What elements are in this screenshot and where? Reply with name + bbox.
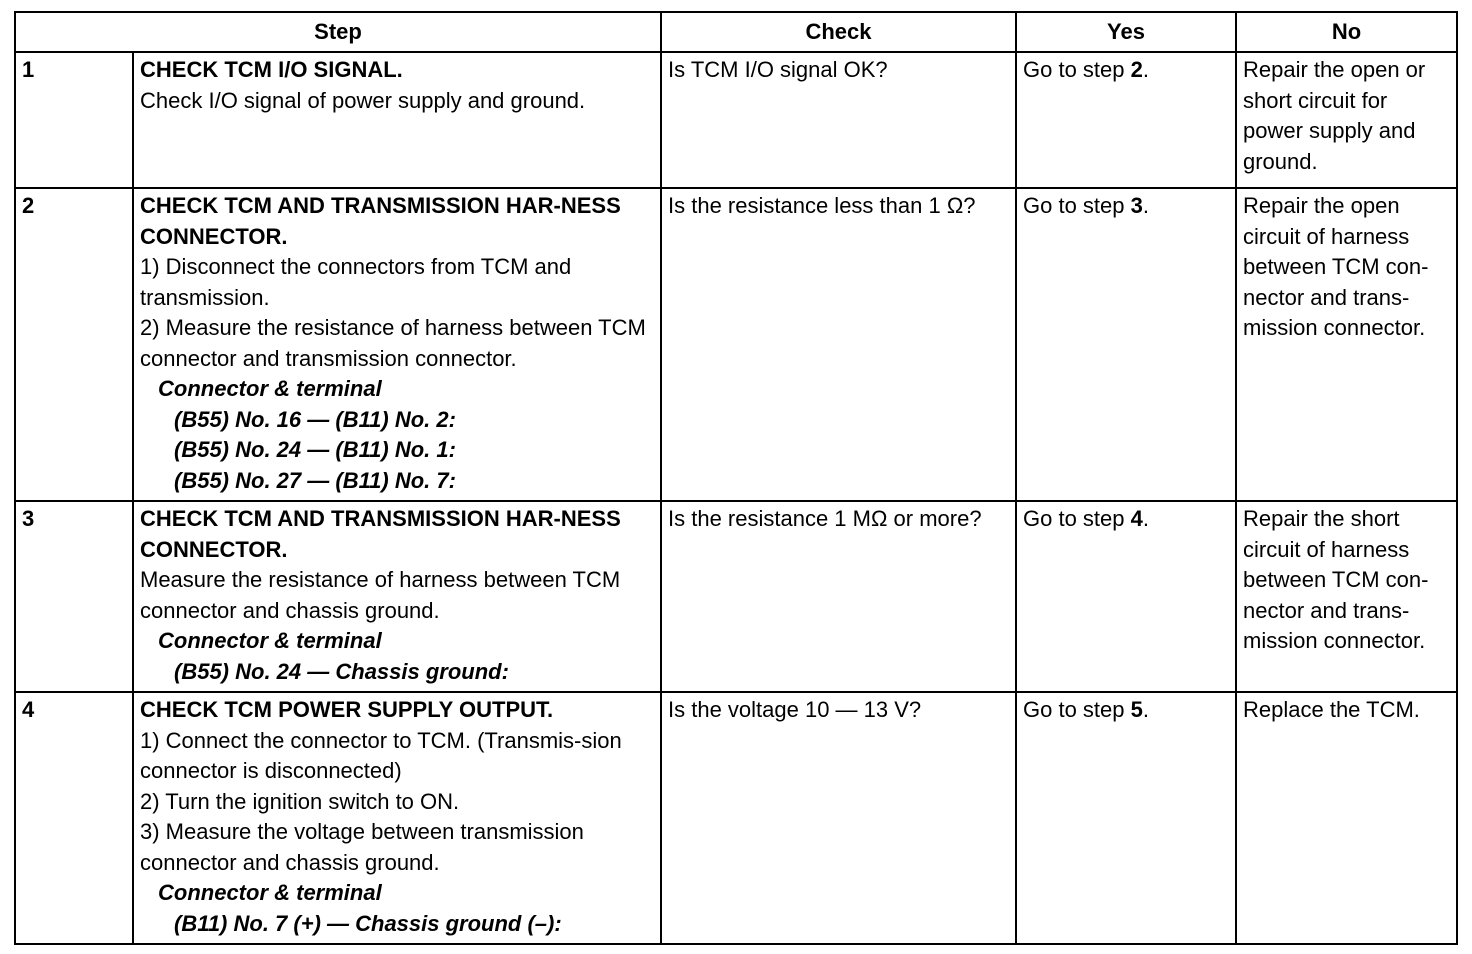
- step-title: CHECK TCM I/O SIGNAL.: [140, 57, 403, 82]
- check-question: Is TCM I/O signal OK?: [661, 52, 1016, 188]
- table-row: [15, 692, 1457, 944]
- header-yes: Yes: [1016, 12, 1236, 52]
- no-action: Repair the open or short circuit for power supply and ground.: [1236, 52, 1457, 188]
- step-instruction: 3) Measure the voltage between transmission connector and chassis ground.: [140, 819, 584, 875]
- yes-step-link: 5: [1130, 697, 1143, 722]
- connector-terminal: (B55) No. 24 — Chassis ground:: [174, 658, 509, 684]
- no-action: Repair the short circuit of harness between TCM con-nector and trans-mission connector.: [1236, 501, 1457, 692]
- diagnostic-table: [14, 11, 1458, 945]
- step-description: [133, 692, 661, 944]
- step-title: CHECK TCM AND TRANSMISSION HAR-NESS CONNECTOR.: [140, 193, 621, 249]
- step-number: 1: [15, 52, 133, 188]
- table-row: [15, 188, 1457, 501]
- yes-action: [1016, 52, 1236, 188]
- step-number: 4: [15, 692, 133, 944]
- yes-suffix: .: [1142, 506, 1149, 531]
- step-description: [133, 501, 661, 692]
- yes-action: [1016, 188, 1236, 501]
- table-row: [15, 501, 1457, 692]
- yes-text: Go to step: [1023, 57, 1131, 82]
- connector-terminal: (B55) No. 16 — (B11) No. 2:: [174, 406, 456, 432]
- table-row: [15, 52, 1457, 188]
- no-action: Replace the TCM.: [1236, 692, 1457, 944]
- step-instruction: 1) Disconnect the connectors from TCM and transmission.: [140, 254, 572, 310]
- connector-terminal: (B55) No. 27 — (B11) No. 7:: [174, 467, 456, 493]
- step-instruction: 2) Turn the ignition switch to ON.: [140, 788, 460, 814]
- yes-step-link: 2: [1130, 57, 1143, 82]
- yes-text: Go to step: [1023, 697, 1131, 722]
- header-no: No: [1236, 12, 1457, 52]
- step-description: [133, 188, 661, 501]
- check-question: Is the voltage 10 — 13 V?: [661, 692, 1016, 944]
- connector-terminal: (B55) No. 24 — (B11) No. 1:: [174, 437, 456, 462]
- connector-heading: Connector & terminal: [158, 628, 382, 653]
- header-step: Step: [15, 12, 661, 52]
- no-action: Repair the open circuit of harness between TCM con-nector and trans-mission connector.: [1236, 188, 1457, 501]
- yes-suffix: .: [1142, 697, 1149, 722]
- yes-action: [1016, 692, 1236, 944]
- check-question: Is the resistance 1 MΩ or more?: [661, 501, 1016, 692]
- yes-text: Go to step: [1023, 193, 1131, 218]
- step-description: [133, 52, 661, 188]
- yes-suffix: .: [1142, 193, 1149, 218]
- step-title: CHECK TCM POWER SUPPLY OUTPUT.: [140, 697, 554, 722]
- step-instruction: Measure the resistance of harness between TCM connector and chassis ground.: [140, 567, 621, 623]
- step-instruction: Check I/O signal of power supply and ground.: [140, 87, 586, 113]
- yes-action: [1016, 501, 1236, 692]
- check-question: Is the resistance less than 1 Ω?: [661, 188, 1016, 501]
- step-instruction: 2) Measure the resistance of harness between TCM connector and transmission connector.: [140, 315, 646, 371]
- step-title: CHECK TCM AND TRANSMISSION HAR-NESS CONNECTOR.: [140, 506, 621, 562]
- header-row: [15, 12, 1457, 52]
- step-instruction: 1) Connect the connector to TCM. (Transmis-sion connector is disconnected): [140, 727, 622, 783]
- yes-text: Go to step: [1023, 506, 1131, 531]
- step-number: 3: [15, 501, 133, 692]
- step-number: 2: [15, 188, 133, 501]
- connector-heading: Connector & terminal: [158, 376, 382, 401]
- yes-step-link: 3: [1130, 193, 1143, 218]
- yes-suffix: .: [1142, 57, 1149, 82]
- header-check: Check: [661, 12, 1016, 52]
- connector-terminal: (B11) No. 7 (+) — Chassis ground (–):: [174, 910, 562, 936]
- yes-step-link: 4: [1130, 506, 1143, 531]
- connector-heading: Connector & terminal: [158, 880, 382, 905]
